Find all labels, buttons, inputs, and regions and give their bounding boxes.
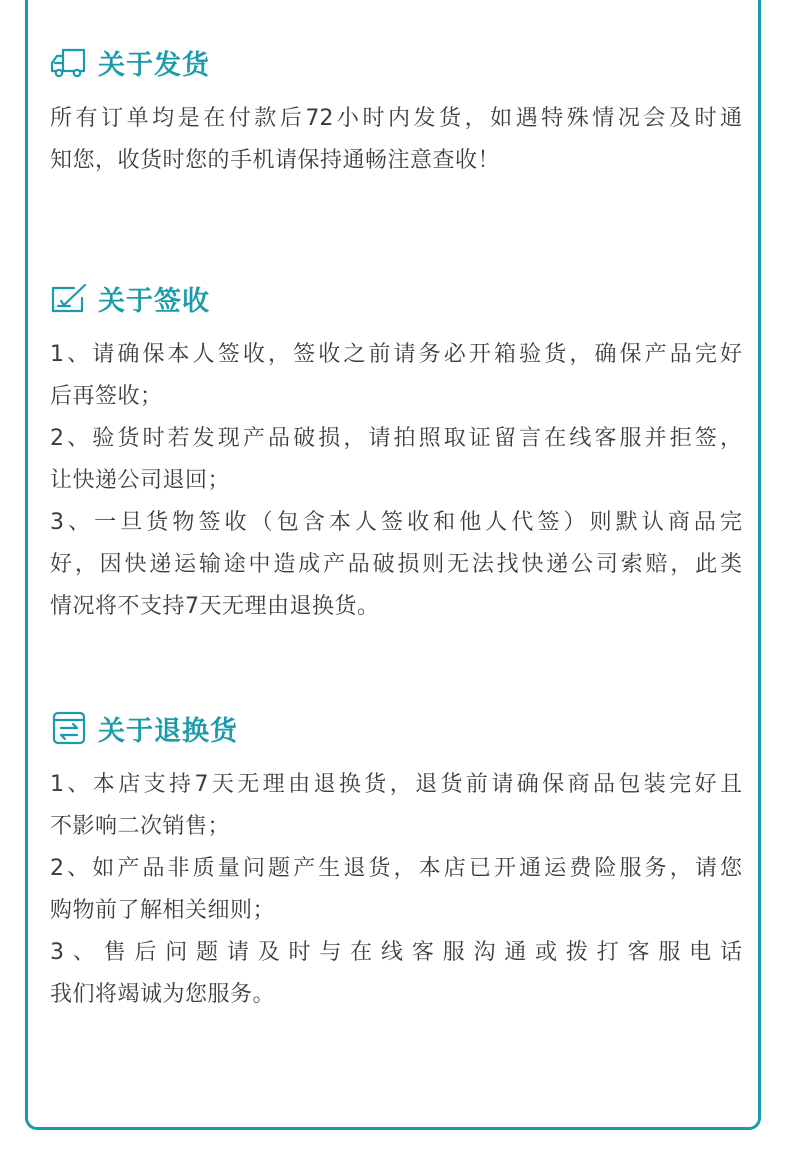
section-shipping bbox=[50, 42, 742, 182]
section-header bbox=[50, 42, 742, 82]
text-line: 我们将竭诚为您服务。 bbox=[50, 982, 276, 1007]
section-title: 关于退换货 bbox=[98, 715, 238, 747]
edit-icon bbox=[50, 279, 88, 317]
text-line: 1、请确保本人签收，签收之前请务必开箱验货，确保产品完好 bbox=[50, 342, 742, 367]
section-body bbox=[50, 334, 742, 628]
section-body bbox=[50, 764, 742, 1016]
text-line: 3、一旦货物签收（包含本人签收和他人代签）则默认商品完 bbox=[50, 510, 742, 535]
text-line: 1、本店支持7天无理由退换货，退货前请确保商品包装完好且 bbox=[50, 772, 742, 797]
text-line: 不影响二次销售； bbox=[50, 814, 231, 839]
text-line: 好，因快递运输途中造成产品破损则无法找快递公司索赔，此类 bbox=[50, 552, 742, 577]
section-returns bbox=[50, 708, 742, 1016]
text-line: 情况将不支持7天无理由退换货。 bbox=[50, 594, 380, 619]
text-line: 知您，收货时您的手机请保持通畅注意查收！ bbox=[50, 148, 501, 173]
truck-icon bbox=[50, 43, 88, 81]
text-line: 所有订单均是在付款后72小时内发货，如遇特殊情况会及时通 bbox=[50, 106, 742, 131]
section-header bbox=[50, 278, 742, 318]
text-line: 让快递公司退回； bbox=[50, 468, 231, 493]
text-line: 后再签收； bbox=[50, 384, 163, 409]
section-signing bbox=[50, 278, 742, 628]
section-title: 关于签收 bbox=[98, 285, 210, 317]
text-line: 3、售后问题请及时与在线客服沟通或拨打客服电话 bbox=[50, 940, 742, 965]
text-line: 购物前了解相关细则； bbox=[50, 898, 276, 923]
section-header bbox=[50, 708, 742, 748]
text-line: 2、如产品非质量问题产生退货，本店已开通运费险服务，请您 bbox=[50, 856, 742, 881]
section-title: 关于发货 bbox=[98, 49, 210, 81]
text-line: 2、验货时若发现产品破损，请拍照取证留言在线客服并拒签， bbox=[50, 426, 742, 451]
section-body bbox=[50, 98, 742, 182]
return-exchange-icon bbox=[50, 709, 88, 747]
